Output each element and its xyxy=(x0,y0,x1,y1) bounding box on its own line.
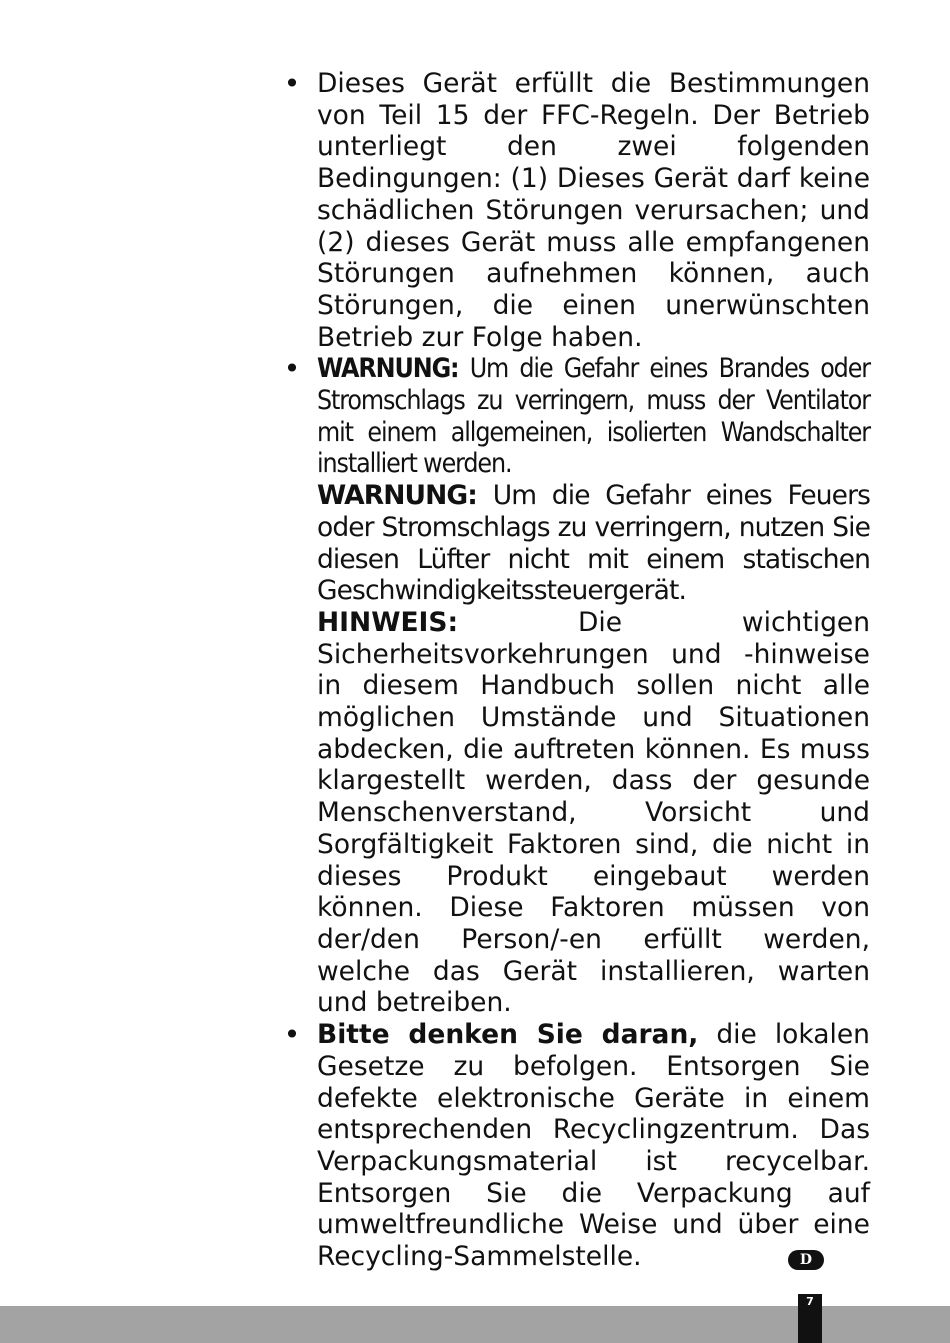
paragraph-notice xyxy=(317,607,870,1019)
bullet-point: • xyxy=(283,1018,301,1052)
paragraph-text: Dieses Gerät erfüllt die Bestimmungen von Teil 15 der FFC-Regeln. Der Betrieb unterliegt den zwei folgenden Bedingungen: (1) Dieses Gerät darf keine schädlichen Störungen verursachen; und (2) dieses Gerät muss alle empfangenen Störungen aufnehmen können, auch Störungen, die einen unerwünschten Betrieb zur Folge haben. xyxy=(317,68,870,353)
paragraph-warning-fire xyxy=(317,353,870,480)
paragraph-warning-speed-control xyxy=(317,480,870,607)
language-badge: D xyxy=(788,1250,824,1270)
paragraph-text: Die wichtigen Sicherheitsvorkehrungen und -hinweise in diesem Handbuch sollen nicht alle möglichen Umstände und Situationen abdecken, die auftreten können. Es muss klargestellt werden, dass der gesunde Menschenverstand, Vorsicht und Sorgfältigkeit Faktoren sind, die nicht in dieses Produkt eingebaut werden können. Diese Faktoren müssen von der/den Person/-en erfüllt werden, welche das Gerät installieren, warten und betreiben. xyxy=(317,606,870,1019)
paragraph-recycling xyxy=(317,1019,870,1273)
paragraph-text: Um die Gefahr eines Feuers oder Stromschlags zu verringern, nutzen Sie diesen Lüfter nicht mit einem statischen Geschwindigkeitssteuergerät. xyxy=(317,480,870,607)
paragraph-text: Um die Gefahr eines Brandes oder Stromschlags zu verringern, muss der Ventilator mit einem allgemeinen, isolierten Wandschalter installiert werden. xyxy=(317,353,870,480)
page-number-tab xyxy=(798,1294,822,1343)
paragraph-text: die lokalen Gesetze zu befolgen. Entsorgen Sie defekte elektronische Geräte in einem entsprechenden Recyclingzentrum. Das Verpackungsmaterial ist recycelbar. Entsorgen Sie die Verpackung auf umweltfreundliche Weise und über eine Recycling-Sammelstelle. xyxy=(317,1019,870,1273)
warning-label: WARNUNG: xyxy=(317,353,459,385)
paragraph-bold-lead: Bitte denken Sie daran, xyxy=(317,1019,699,1051)
bullet-point: • xyxy=(283,67,301,100)
bullet-item-recycling xyxy=(282,1019,870,1273)
document-body xyxy=(282,68,870,1273)
bullet-point: • xyxy=(283,352,301,386)
notice-label: HINWEIS: xyxy=(317,606,459,638)
bullet-item-ffc xyxy=(282,68,870,353)
page-number: 7 xyxy=(806,1295,814,1308)
warning-label: WARNUNG: xyxy=(317,480,477,512)
paragraph-ffc-compliance xyxy=(317,68,870,353)
bullet-item-warnings xyxy=(282,353,870,1019)
